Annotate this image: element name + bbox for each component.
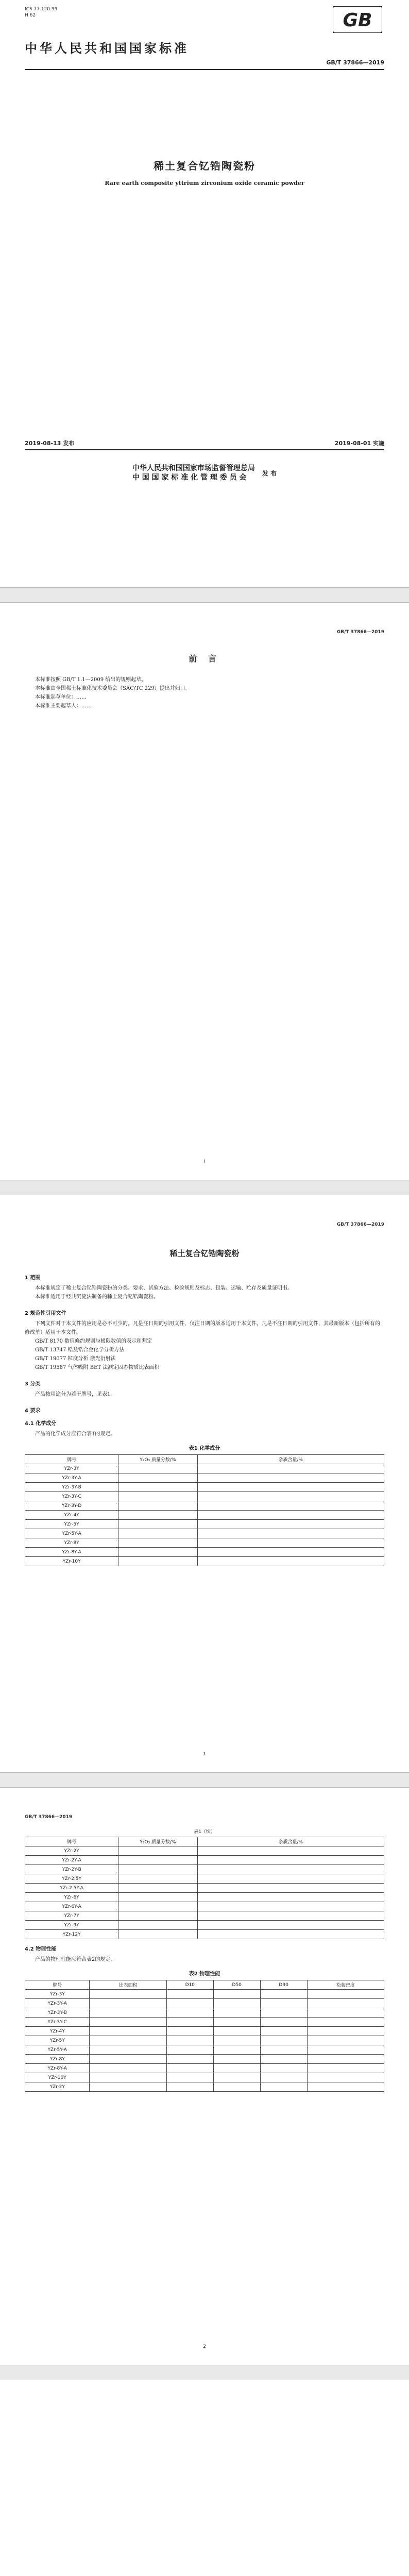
reference-item: GB/T 19587 气体吸附 BET 法测定固态物质比表面积 <box>35 1365 160 1370</box>
table-row <box>25 1893 384 1902</box>
physical-properties-table <box>25 1980 384 2092</box>
standard-name-en: Rare earth composite yttrium zirconium oxide ceramic powder <box>105 180 304 187</box>
col-y2o3: Y₂O₃ 质量分数/% <box>118 1455 197 1464</box>
issuer-samr: 中华人民共和国国家市场监督管理总局 <box>132 464 255 472</box>
page-separator <box>0 587 409 603</box>
reference-item: GB/T 13747 锆及锆合金化学分析方法 <box>35 1347 125 1353</box>
table-row <box>25 2073 384 2082</box>
grade-cell: YZr-5Y-A <box>25 1529 118 1538</box>
table-row <box>25 1930 384 1939</box>
table-row <box>25 2018 384 2027</box>
cover-dates <box>25 439 384 447</box>
table-row <box>25 1874 384 1884</box>
col-bulk-density: 松装密度 <box>307 1980 384 1990</box>
table-row <box>25 1538 384 1548</box>
clause-heading: 4 要求 <box>25 1408 41 1414</box>
ccs-code: H 62 <box>25 13 36 18</box>
grade-cell: YZr-2.5Y-A <box>25 1884 118 1893</box>
implementation-date: 2019-08-01 实施 <box>334 440 384 447</box>
clause-heading: 2 规范性引用文件 <box>25 1311 66 1316</box>
clause-text: 本标准规定了稀土复合钇锆陶瓷粉的分类、要求、试验方法、检验规则及标志、包装、运输、贮存及质量证明书。 <box>35 1285 293 1291</box>
clause-text: 产品的物理性能应符合表2的规定。 <box>35 1957 116 1962</box>
grade-cell: YZr-12Y <box>25 1930 118 1939</box>
table-row <box>25 2008 384 2018</box>
table-row <box>25 1557 384 1566</box>
table-row <box>25 1529 384 1538</box>
table-row <box>25 2082 384 2092</box>
grade-cell: YZr-3Y-B <box>25 2008 90 2018</box>
col-ssa: 比表面积 <box>90 1980 166 1990</box>
table-row <box>25 1911 384 1921</box>
foreword-para: 本标准主要起草人：…… <box>35 703 92 709</box>
table-row <box>25 1492 384 1501</box>
col-grade: 牌号 <box>25 1455 118 1464</box>
table-title: 表2 物理性能 <box>189 1971 220 1977</box>
grade-cell: YZr-2Y-A <box>25 1856 118 1865</box>
col-d10: D10 <box>166 1980 213 1990</box>
page-number: I <box>203 1159 206 1164</box>
table-row <box>25 1902 384 1911</box>
table-row <box>25 2064 384 2073</box>
table-header-row <box>25 1837 384 1846</box>
col-y2o3: Y₂O₃ 质量分数/% <box>118 1837 197 1846</box>
table-row <box>25 1856 384 1865</box>
foreword-para: 本标准按照 GB/T 1.1—2009 给出的规则起草。 <box>35 677 147 683</box>
grade-cell: YZr-10Y <box>25 2073 90 2082</box>
table-row <box>25 1884 384 1893</box>
grade-cell: YZr-5Y-A <box>25 2045 90 2055</box>
body-page-1 <box>0 1195 409 1772</box>
table-row <box>25 1464 384 1473</box>
table-row <box>25 1548 384 1557</box>
col-grade: 牌号 <box>25 1837 118 1846</box>
grade-cell: YZr-8Y <box>25 2055 90 2064</box>
table-row <box>25 2036 384 2045</box>
table-row <box>25 1846 384 1856</box>
col-d90: D90 <box>260 1980 307 1990</box>
grade-cell: YZr-3Y <box>25 1464 118 1473</box>
grade-cell: YZr-3Y <box>25 1990 90 1999</box>
foreword-title: 前 言 <box>189 654 220 664</box>
issuer-sac: 中 国 国 家 标 准 化 管 理 委 员 会 <box>132 473 247 482</box>
grade-cell: YZr-5Y <box>25 1520 118 1529</box>
subclause-heading: 4.1 化学成分 <box>25 1421 57 1427</box>
ics-code: ICS 77.120.99 <box>25 7 58 12</box>
table-header-row <box>25 1980 384 1990</box>
grade-cell: YZr-9Y <box>25 1921 118 1930</box>
grade-cell: YZr-7Y <box>25 1911 118 1921</box>
table-continued-caption: 表1（续） <box>194 1829 215 1835</box>
grade-cell: YZr-3Y-B <box>25 1483 118 1492</box>
grade-cell: YZr-8Y <box>25 1538 118 1548</box>
grade-cell: YZr-5Y <box>25 2036 90 2045</box>
col-grade: 牌号 <box>25 1980 90 1990</box>
table-row <box>25 1473 384 1483</box>
page-header: GB/T 37866—2019 <box>25 1815 73 1820</box>
standard-number: GB/T 37866—2019 <box>326 59 384 66</box>
table-row <box>25 1921 384 1930</box>
page-header: GB/T 37866—2019 <box>336 630 384 635</box>
table-row <box>25 1999 384 2008</box>
table-row <box>25 2027 384 2036</box>
page-separator <box>0 1180 409 1195</box>
clause-text: 产品按用途分为若干牌号，见表1。 <box>35 1392 116 1397</box>
subclause-heading: 4.2 物理性能 <box>25 1946 57 1952</box>
table-row <box>25 1511 384 1520</box>
standard-body-title: 稀土复合钇锆陶瓷粉 <box>169 1249 240 1258</box>
col-d50: D50 <box>213 1980 260 1990</box>
table-row <box>25 2055 384 2064</box>
classification-codes <box>25 0 384 19</box>
grade-cell: YZr-2.5Y <box>25 1874 118 1884</box>
cover-top-rule <box>25 69 384 70</box>
foreword-para: 本标准起草单位：…… <box>35 694 87 700</box>
grade-cell: YZr-4Y <box>25 2027 90 2036</box>
page-separator <box>0 2365 409 2380</box>
cover-bottom-rule <box>25 449 384 450</box>
grade-cell: YZr-3Y-D <box>25 1501 118 1511</box>
grade-cell: YZr-3Y-C <box>25 2018 90 2027</box>
grade-cell: YZr-4Y <box>25 1511 118 1520</box>
issuing-authorities <box>0 464 409 482</box>
body-page-2 <box>0 1788 409 2365</box>
grade-cell: YZr-6Y <box>25 1893 118 1902</box>
grade-cell: YZr-3Y-A <box>25 1999 90 2008</box>
clause-heading: 1 范围 <box>25 1275 41 1281</box>
table-row <box>25 1501 384 1511</box>
grade-cell: YZr-3Y-A <box>25 1473 118 1483</box>
clause-heading: 3 分类 <box>25 1381 41 1387</box>
page-number: 2 <box>203 2344 206 2349</box>
issuer-tag: 发 布 <box>262 469 277 477</box>
table-row <box>25 2045 384 2055</box>
clause-text: 产品的化学成分应符合表1的规定。 <box>35 1431 116 1437</box>
grade-cell: YZr-2Y <box>25 2082 90 2092</box>
page-separator <box>0 1772 409 1788</box>
clause-text: 下列文件对于本文件的应用是必不可少的。凡是注日期的引用文件，仅注日期的版本适用于本文件。凡是不注日期的引用文件，其最新版本（包括所有的修改单）适用于本文件。 <box>25 1321 380 1335</box>
table-row <box>25 1483 384 1492</box>
grade-cell: YZr-8Y-A <box>25 1548 118 1557</box>
grade-cell: YZr-3Y-C <box>25 1492 118 1501</box>
table-title: 表1 化学成分 <box>189 1446 220 1451</box>
clause-text: 本标准适用于经共沉淀法制备的稀土复合钇锆陶瓷粉。 <box>35 1294 159 1300</box>
grade-cell: YZr-2Y <box>25 1846 118 1856</box>
national-standard-title: 中华人民共和国国家标准 <box>25 41 189 56</box>
col-impurity: 杂质含量/% <box>197 1455 384 1464</box>
foreword-para: 本标准由全国稀土标准化技术委员会（SAC/TC 229）提出并归口。 <box>35 686 191 691</box>
gb-logo-text: GB <box>343 10 372 31</box>
issue-date: 2019-08-13 发布 <box>25 440 75 447</box>
page-header: GB/T 37866—2019 <box>336 1222 384 1227</box>
table-row <box>25 1865 384 1874</box>
grade-cell: YZr-8Y-A <box>25 2064 90 2073</box>
chemical-composition-table-continued <box>25 1837 384 1939</box>
table-header-row <box>25 1455 384 1464</box>
grade-cell: YZr-10Y <box>25 1557 118 1566</box>
table-row <box>25 1520 384 1529</box>
table-row <box>25 1990 384 1999</box>
page-number: 1 <box>203 1752 206 1757</box>
gb-logo-icon <box>333 6 382 33</box>
col-impurity: 杂质含量/% <box>197 1837 384 1846</box>
grade-cell: YZr-2Y-B <box>25 1865 118 1874</box>
standard-name-cn: 稀土复合钇锆陶瓷粉 <box>154 160 255 172</box>
reference-item: GB/T 8170 数值修约规则与极限数值的表示和判定 <box>35 1338 152 1344</box>
grade-cell: YZr-6Y-A <box>25 1902 118 1911</box>
foreword-page <box>0 603 409 1180</box>
reference-item: GB/T 19077 粒度分析 激光衍射法 <box>35 1356 116 1362</box>
cover-page <box>0 0 409 587</box>
chemical-composition-table <box>25 1454 384 1566</box>
